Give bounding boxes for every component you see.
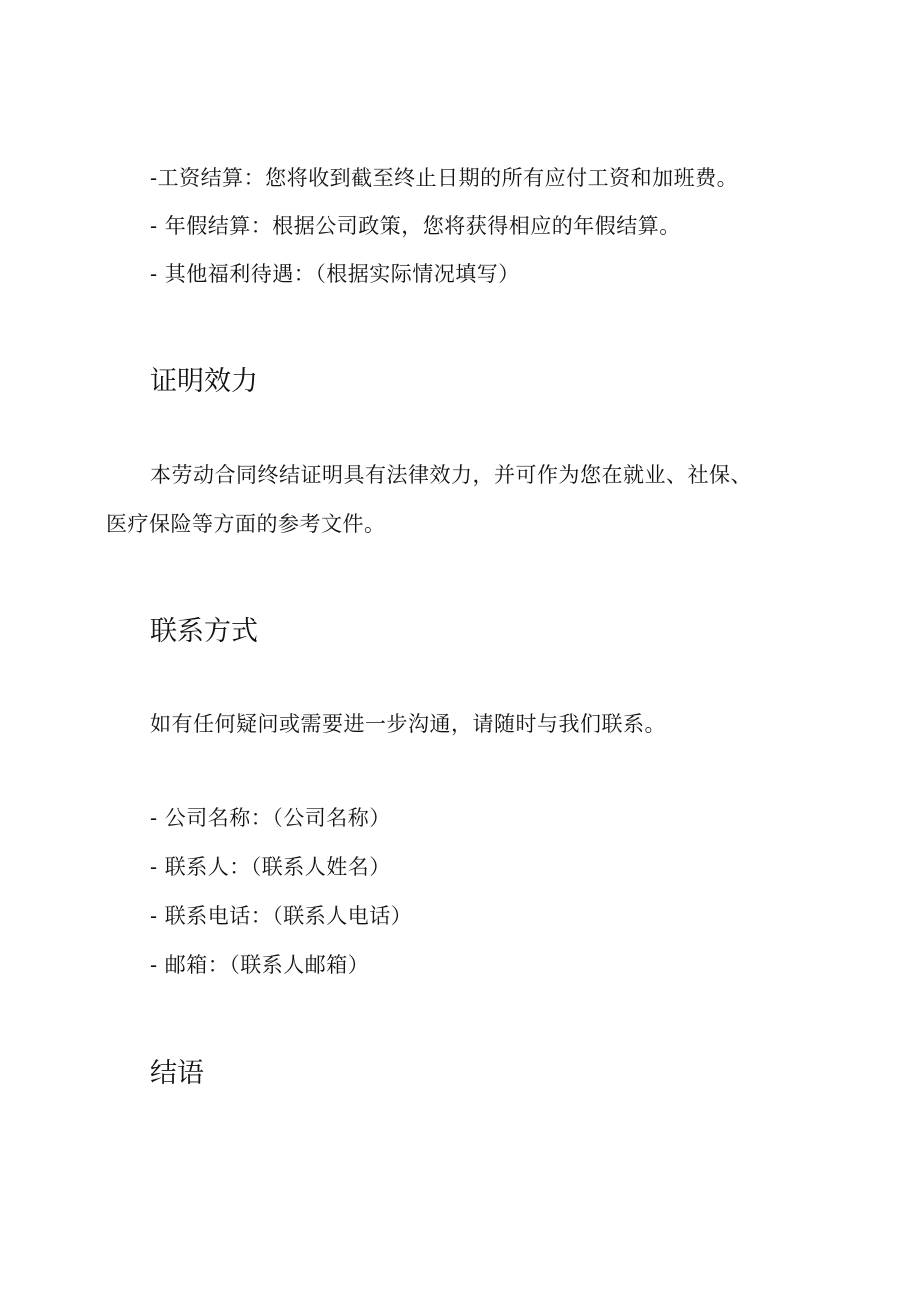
contact-intro: 如有任何疑问或需要进一步沟通，请随时与我们联系。 bbox=[150, 712, 666, 736]
section-heading-closing: 结语 bbox=[150, 1058, 204, 1089]
contact-item-company: - 公司名称：（公司名称） bbox=[150, 806, 391, 830]
section-heading-validity: 证明效力 bbox=[150, 366, 258, 397]
settlement-item-other-benefits: - 其他福利待遇：（根据实际情况填写） bbox=[150, 262, 520, 286]
validity-paragraph-line-1: 本劳动合同终结证明具有法律效力，并可作为您在就业、社保、 bbox=[150, 463, 752, 487]
contact-item-phone: - 联系电话：（联系人电话） bbox=[150, 904, 413, 928]
contact-item-person: - 联系人：（联系人姓名） bbox=[150, 855, 391, 879]
settlement-item-annual-leave: - 年假结算：根据公司政策，您将获得相应的年假结算。 bbox=[150, 214, 681, 238]
settlement-item-wages: -工资结算：您将收到截至终止日期的所有应付工资和加班费。 bbox=[150, 166, 739, 190]
validity-paragraph-line-2: 医疗保险等方面的参考文件。 bbox=[106, 512, 386, 536]
section-heading-contact: 联系方式 bbox=[150, 616, 258, 647]
contact-item-email: - 邮箱：（联系人邮箱） bbox=[150, 953, 370, 977]
